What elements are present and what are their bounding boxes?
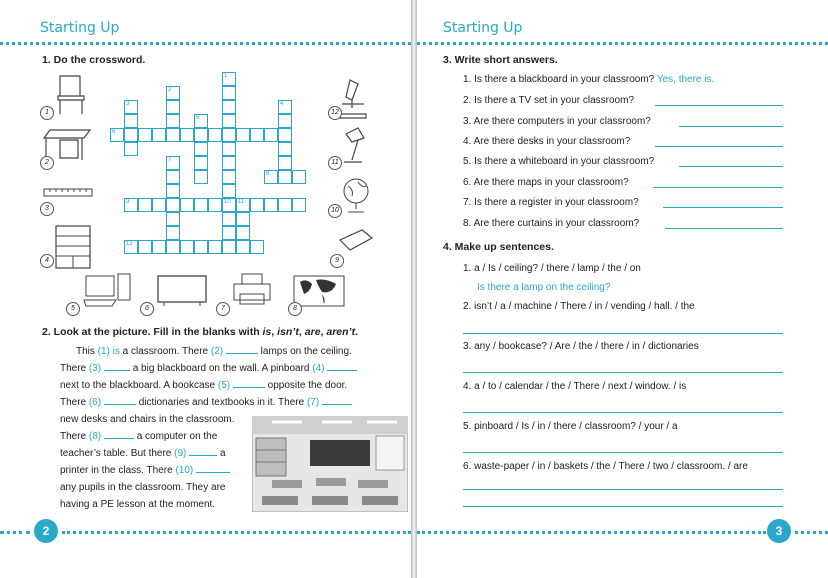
crossword-cell[interactable] — [222, 240, 236, 254]
picture-number: 8 — [288, 302, 302, 316]
chair-icon — [50, 72, 92, 116]
crossword-cell[interactable] — [166, 128, 180, 142]
crossword-cell[interactable] — [222, 128, 236, 142]
crossword-cell[interactable] — [222, 142, 236, 156]
text-line: new desks and chairs in the classroom. — [60, 414, 235, 425]
crossword-cell[interactable] — [264, 198, 278, 212]
question-item: 8. Are there curtains in your classroom? — [463, 218, 640, 229]
answer-line[interactable] — [679, 126, 783, 127]
crossword-cell[interactable] — [278, 114, 292, 128]
answer-line[interactable] — [655, 146, 783, 147]
crossword-cell[interactable] — [222, 226, 236, 240]
crossword-cell[interactable] — [166, 198, 180, 212]
page-header: Starting Up — [443, 20, 523, 36]
text-line: There (8) a computer on the — [60, 431, 218, 442]
bookcase-icon — [54, 224, 94, 270]
crossword-clue-number: 11 — [238, 199, 245, 205]
footer-dotted-rule — [62, 531, 411, 534]
crossword-cell[interactable] — [236, 226, 250, 240]
crossword-cell[interactable] — [180, 198, 194, 212]
answer-line[interactable] — [679, 166, 783, 167]
crossword-cell[interactable] — [152, 128, 166, 142]
crossword-clue-number: 4 — [280, 101, 284, 107]
crossword-cell[interactable] — [152, 198, 166, 212]
crossword-cell[interactable] — [250, 198, 264, 212]
text-line: printer in the class. There (10) — [60, 462, 390, 479]
answer-line[interactable] — [655, 105, 783, 106]
crossword-cell[interactable] — [180, 240, 194, 254]
printer-icon — [230, 272, 274, 308]
crossword-cell[interactable] — [222, 170, 236, 184]
picture-number: 5 — [66, 302, 80, 316]
crossword-cell[interactable] — [236, 212, 250, 226]
answer-line[interactable] — [663, 207, 783, 208]
crossword-cell[interactable] — [208, 198, 222, 212]
crossword-clue-number: 3 — [126, 101, 130, 107]
crossword-cell[interactable] — [194, 128, 208, 142]
footer-dotted-rule — [795, 531, 828, 534]
answer-line[interactable] — [463, 452, 783, 453]
blackboard-icon — [156, 274, 210, 308]
text-line: teacher’s table. But there (9) a — [60, 448, 226, 459]
crossword-cell[interactable] — [208, 240, 222, 254]
answer-blank-3[interactable] — [104, 361, 130, 371]
text-line: next to the blackboard. A bookcase (5) opposite the door. — [60, 380, 348, 391]
picture-number: 1 — [40, 106, 54, 120]
sentence-item: 1. a / Is / ceiling? / there / lamp / the / on — [463, 263, 641, 274]
crossword-cell[interactable] — [166, 100, 180, 114]
picture-number: 3 — [40, 202, 54, 216]
answer-blank-6[interactable] — [104, 395, 136, 405]
crossword-cell[interactable] — [194, 142, 208, 156]
question-item: 7. Is there a register in your classroom? — [463, 197, 639, 208]
crossword-cell[interactable] — [292, 170, 306, 184]
crossword-cell[interactable] — [250, 128, 264, 142]
picture-number: 12 — [328, 106, 342, 120]
crossword-cell[interactable] — [278, 156, 292, 170]
exercise-4-title: 4. Make up sentences. — [443, 241, 554, 253]
crossword-cell[interactable] — [138, 198, 152, 212]
picture-number: 10 — [328, 204, 342, 218]
crossword-clue-number: 8 — [266, 171, 270, 177]
question-item: 3. Are there computers in your classroom? — [463, 116, 651, 127]
answer-blank-2[interactable] — [226, 344, 258, 354]
crossword-cell[interactable] — [180, 128, 194, 142]
crossword-cell[interactable] — [236, 128, 250, 142]
answer-line[interactable] — [463, 412, 783, 413]
sentence-item: 4. a / to / calendar / the / There / next / window. / is — [463, 381, 687, 392]
classroom-photo — [252, 416, 408, 512]
crossword-cell[interactable] — [138, 128, 152, 142]
answer-blank-9[interactable] — [189, 446, 217, 456]
question-item: 6. Are there maps in your classroom? — [463, 177, 629, 188]
crossword-cell[interactable] — [236, 240, 250, 254]
crossword-cell[interactable] — [222, 184, 236, 198]
crossword-cell[interactable] — [194, 156, 208, 170]
crossword-cell[interactable] — [222, 114, 236, 128]
globe-icon — [340, 176, 374, 216]
crossword-cell[interactable] — [250, 240, 264, 254]
crossword-cell[interactable] — [278, 128, 292, 142]
crossword-cell[interactable] — [166, 114, 180, 128]
sentence-item: 3. any / bookcase? / Are / the / there / in / dictionaries — [463, 341, 699, 352]
crossword-cell[interactable] — [194, 198, 208, 212]
crossword-cell[interactable] — [222, 100, 236, 114]
crossword-cell[interactable] — [124, 128, 138, 142]
answer-line[interactable] — [665, 228, 783, 229]
computer-icon — [82, 272, 134, 310]
crossword-cell[interactable] — [166, 170, 180, 184]
picture-number: 11 — [328, 156, 342, 170]
sentence-item: 6. waste-paper / in / baskets / the / There / two / classroom. / are — [463, 461, 748, 472]
crossword-clue-number: 12 — [126, 241, 133, 247]
picture-number: 7 — [216, 302, 230, 316]
text-line: having a PE lesson at the moment. — [60, 499, 216, 510]
crossword-clue-number: 6 — [112, 129, 116, 135]
crossword-cell[interactable] — [278, 198, 292, 212]
crossword-cell[interactable] — [278, 142, 292, 156]
exercise-3-title: 3. Write short answers. — [443, 54, 558, 66]
picture-number: 6 — [140, 302, 154, 316]
crossword-cell[interactable] — [152, 240, 166, 254]
question-item: 5. Is there a whiteboard in your classroom? — [463, 156, 655, 167]
crossword-cell[interactable] — [138, 240, 152, 254]
crossword-cell[interactable] — [166, 184, 180, 198]
answer-blank-5[interactable] — [233, 378, 265, 388]
page-header: Starting Up — [40, 20, 120, 36]
crossword-cell[interactable] — [124, 114, 138, 128]
answer-blank-10[interactable] — [196, 463, 230, 473]
question-item: 4. Are there desks in your classroom? — [463, 136, 631, 147]
answer-blank-7[interactable] — [322, 395, 352, 405]
text-line: There (6) dictionaries and textbooks in it. There (7) — [60, 394, 390, 411]
answer-line[interactable] — [463, 372, 783, 373]
text-line: This (1) is a classroom. There (2) lamps on the ceiling. — [76, 346, 352, 357]
question-item: 2. Is there a TV set in your classroom? — [463, 95, 635, 106]
footer-dotted-rule — [0, 531, 30, 534]
example-answer: Is there a lamp on the ceiling? — [477, 282, 611, 293]
crossword-cell[interactable] — [278, 170, 292, 184]
right-page — [417, 0, 828, 578]
answer-line[interactable] — [463, 506, 783, 507]
crossword-clue-number: 5 — [196, 115, 200, 121]
header-dotted-rule — [417, 42, 828, 45]
answer-blank-8[interactable] — [104, 429, 134, 439]
footer-dotted-rule — [417, 531, 766, 534]
crossword-cell[interactable] — [208, 128, 222, 142]
crossword-clue-number: 9 — [126, 199, 130, 205]
crossword-cell[interactable] — [194, 170, 208, 184]
picture-number: 4 — [40, 254, 54, 268]
sentence-item: 2. isn’t / a / machine / There / in / vending / hall. / the — [463, 301, 695, 312]
question-item: 1. Is there a blackboard in your classroom? Yes, there is. — [463, 74, 715, 85]
crossword-cell[interactable] — [264, 128, 278, 142]
header-dotted-rule — [0, 42, 411, 45]
crossword-cell[interactable] — [124, 142, 138, 156]
answer-line[interactable] — [463, 489, 783, 490]
page-number: 2 — [34, 519, 58, 543]
crossword-clue-number: 10 — [224, 199, 231, 205]
crossword-cell[interactable] — [222, 212, 236, 226]
picture-number: 9 — [330, 254, 344, 268]
exercise-2-title: 2. Look at the picture. Fill in the blanks with is, isn’t, are, aren’t. — [42, 326, 359, 338]
crossword-cell[interactable] — [292, 198, 306, 212]
crossword-cell[interactable] — [222, 156, 236, 170]
crossword-cell[interactable] — [194, 240, 208, 254]
crossword-clue-number: 1 — [224, 73, 228, 79]
picture-number: 2 — [40, 156, 54, 170]
text-line: There (3) a big blackboard on the wall. A pinboard (4) — [60, 360, 390, 377]
crossword-cell[interactable] — [166, 212, 180, 226]
crossword-cell[interactable] — [166, 226, 180, 240]
ruler-icon — [42, 186, 94, 200]
crossword-clue-number: 2 — [168, 87, 172, 93]
crossword-cell[interactable] — [166, 240, 180, 254]
page-number: 3 — [767, 519, 791, 543]
answer-line[interactable] — [463, 333, 783, 334]
answer-line[interactable] — [653, 187, 783, 188]
sentence-item: 5. pinboard / Is / in / there / classroom? / your / a — [463, 421, 678, 432]
pencil-case-icon — [336, 226, 376, 256]
crossword-cell[interactable] — [222, 86, 236, 100]
answer-blank-4[interactable] — [327, 361, 357, 371]
left-page — [0, 0, 411, 578]
text-line: any pupils in the classroom. They are — [60, 482, 226, 493]
exercise-1-title: 1. Do the crossword. — [42, 54, 146, 66]
lamp-icon — [340, 124, 374, 168]
crossword-clue-number: 7 — [168, 157, 172, 163]
